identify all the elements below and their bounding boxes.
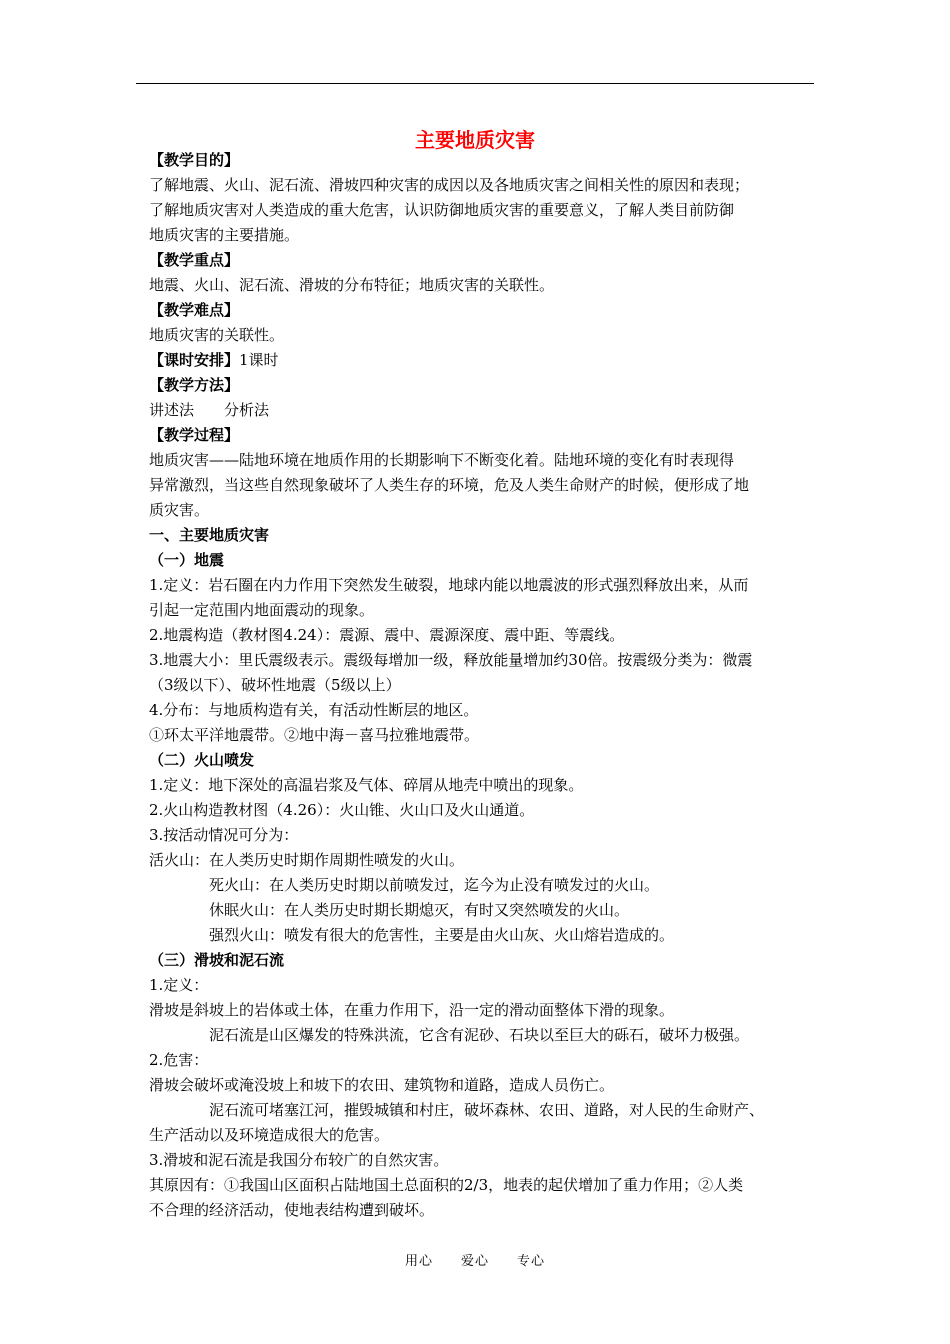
- text-line: 地震、火山、泥石流、滑坡的分布特征；地质灾害的关联性。: [149, 276, 555, 294]
- text-line: 了解地震、火山、泥石流、滑坡四种灾害的成因以及各地质灾害之间相关性的原因和表现；: [149, 176, 750, 194]
- text-line: 地质灾害的关联性。: [149, 326, 285, 344]
- text-line: 不合理的经济活动，使地表结构遭到破坏。: [149, 1201, 435, 1219]
- text-line: 4.分布：与地质构造有关，有活动性断层的地区。: [149, 701, 479, 719]
- text-line: 3.按活动情况可分为：: [149, 826, 299, 844]
- document-title: 主要地质灾害: [415, 128, 535, 152]
- text-line: （3级以下）、破坏性地震（5级以上）: [149, 676, 401, 694]
- text-line: 质灾害。: [149, 501, 210, 519]
- text-line: 滑坡是斜坡上的岩体或土体，在重力作用下，沿一定的滑动面整体下滑的现象。: [149, 1001, 675, 1019]
- section-heading: 【教学难点】: [149, 301, 240, 319]
- section-heading: （三）滑坡和泥石流: [149, 951, 285, 969]
- section-heading: （一）地震: [149, 551, 225, 569]
- text-line: 活火山：在人类历史时期作周期性喷发的火山。: [149, 851, 465, 869]
- section-heading: （二）火山喷发: [149, 751, 255, 769]
- text-line: 休眠火山：在人类历史时期长期熄灭，有时又突然喷发的火山。: [209, 901, 630, 919]
- text-line: 讲述法 分析法: [149, 401, 270, 419]
- section-heading: 【教学方法】: [149, 376, 240, 394]
- section-heading: 【课时安排】: [149, 351, 240, 369]
- text-line: 引起一定范围内地面震动的现象。: [149, 601, 375, 619]
- text-line: 1.定义：地下深处的高温岩浆及气体、碎屑从地壳中喷出的现象。: [149, 776, 584, 794]
- text-line: 地质灾害的主要措施。: [149, 226, 300, 244]
- section-heading: 【教学重点】: [149, 251, 240, 269]
- text-line: 生产活动以及环境造成很大的危害。: [149, 1126, 390, 1144]
- text-line: 泥石流可堵塞江河，摧毁城镇和村庄，破坏森林、农田、道路，对人民的生命财产、: [209, 1101, 765, 1119]
- section-heading: 【教学过程】: [149, 426, 240, 444]
- text-line: 2.火山构造教材图（4.26）：火山锥、火山口及火山通道。: [149, 801, 535, 819]
- text-line: 2.地震构造（教材图4.24）：震源、震中、震源深度、震中距、等震线。: [149, 626, 625, 644]
- text-line: 3.滑坡和泥石流是我国分布较广的自然灾害。: [149, 1151, 449, 1169]
- text-line: ①环太平洋地震带。②地中海－喜马拉雅地震带。: [149, 726, 480, 744]
- text-line: 2.危害：: [149, 1051, 209, 1069]
- text-line: 地质灾害——陆地环境在地质作用的长期影响下不断变化着。陆地环境的变化有时表现得: [149, 451, 735, 469]
- text-line: 泥石流是山区爆发的特殊洪流，它含有泥砂、石块以至巨大的砾石，破坏力极强。: [209, 1026, 750, 1044]
- text-line: 1.定义：岩石圈在内力作用下突然发生破裂，地球内能以地震波的形式强烈释放出来，从而: [149, 576, 749, 594]
- document-body: [149, 148, 809, 1223]
- page-footer: 用心 爱心 专心: [404, 1254, 545, 1269]
- text-line: 异常激烈，当这些自然现象破坏了人类生存的环境，危及人类生命财产的时候，便形成了地: [149, 476, 750, 494]
- section-heading: 一、主要地质灾害: [149, 526, 270, 544]
- text-line: 1.定义：: [149, 976, 209, 994]
- text-line: 死火山：在人类历史时期以前喷发过，迄今为止没有喷发过的火山。: [209, 876, 660, 894]
- section-value: 1课时: [239, 351, 279, 369]
- text-line: 强烈火山：喷发有很大的危害性，主要是由火山灰、火山熔岩造成的。: [209, 926, 675, 944]
- text-line: 其原因有：①我国山区面积占陆地国土总面积的2/3，地表的起伏增加了重力作用；②人类: [149, 1176, 744, 1194]
- text-line: [149, 348, 809, 373]
- header-rule: [136, 83, 814, 84]
- text-line: 滑坡会破坏或淹没坡上和坡下的农田、建筑物和道路，造成人员伤亡。: [149, 1076, 615, 1094]
- text-line: 了解地质灾害对人类造成的重大危害，认识防御地质灾害的重要意义，了解人类目前防御: [149, 201, 735, 219]
- text-line: 3.地震大小：里氏震级表示。震级每增加一级，释放能量增加约30倍。按震级分类为：微震: [149, 651, 753, 669]
- section-heading: 【教学目的】: [149, 151, 240, 169]
